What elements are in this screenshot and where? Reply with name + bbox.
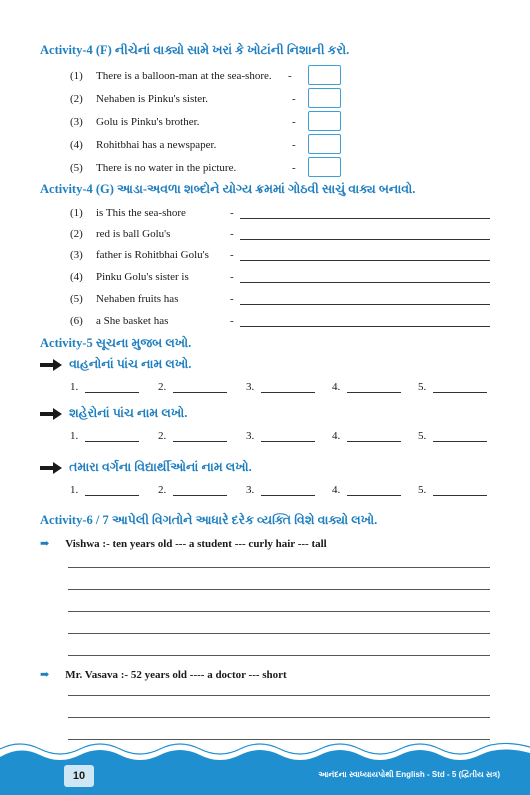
person-details: Vishwa :- ten years old --- a student --- curly hair --- tall: [65, 538, 327, 550]
activity-f-heading: Activity-4 (F) નીચેનાં વાક્યો સામે ખરાં કે ખોટાંની નિશાની કરો.: [40, 43, 350, 57]
answer-line[interactable]: [240, 239, 490, 240]
blank-label: 2.: [158, 381, 167, 393]
answer-box[interactable]: [308, 111, 341, 131]
item-number: (2): [70, 93, 83, 105]
item-text: father is Rohitbhai Golu's: [96, 249, 209, 261]
arrow-right-icon: [40, 408, 62, 420]
activity-6-heading: Activity-6 / 7 આપેલી વિગતોને આધારે દરેક વ્યક્તિ વિશે વાક્યો લખો.: [40, 513, 378, 527]
blank-line[interactable]: [85, 495, 139, 496]
item-text: Pinku Golu's sister is: [96, 271, 189, 283]
blank-label: 2.: [158, 430, 167, 442]
item-text: Nehaben is Pinku's sister.: [96, 93, 208, 105]
blank-label: 5.: [418, 381, 427, 393]
arrow-bullet-icon: ➡: [40, 669, 50, 681]
activity-g-item: [70, 315, 490, 331]
blank-line[interactable]: [433, 441, 487, 442]
answer-line[interactable]: [240, 282, 490, 283]
section-title: વાહનોનાં પાંચ નામ લખો.: [69, 357, 192, 371]
item-number: (4): [70, 139, 83, 151]
blank-line[interactable]: [347, 441, 401, 442]
blank-row: [70, 381, 490, 395]
blank-line[interactable]: [85, 392, 139, 393]
blank-line[interactable]: [261, 392, 315, 393]
blank-label: 4.: [332, 430, 341, 442]
activity-g-item: [70, 271, 490, 287]
answer-box[interactable]: [308, 134, 341, 154]
blank-label: 4.: [332, 484, 341, 496]
activity-g-item: [70, 228, 490, 244]
item-text: There is no water in the picture.: [96, 162, 237, 174]
item-text: is This the sea-shore: [96, 207, 186, 219]
page-number: 10: [64, 765, 94, 787]
answer-box[interactable]: [308, 157, 341, 177]
item-number: (1): [70, 207, 83, 219]
activity-5-section-heading: [40, 406, 187, 421]
arrow-bullet-icon: ➡: [40, 538, 50, 550]
activity-g-heading: Activity-4 (G) આડા-અવળા શબ્દોને યોગ્ય ક્રમમાં ગોઠવી સાચું વાક્ય બનાવો.: [40, 182, 416, 196]
blank-label: 2.: [158, 484, 167, 496]
blank-line[interactable]: [261, 441, 315, 442]
writing-line[interactable]: [68, 589, 490, 590]
item-dash: -: [230, 207, 234, 219]
arrow-right-icon: [40, 359, 62, 371]
activity-5-section-heading: [40, 460, 252, 475]
blank-label: 3.: [246, 484, 255, 496]
activity-5-heading: Activity-5 સૂચના મુજબ લખો.: [40, 336, 192, 350]
blank-label: 3.: [246, 381, 255, 393]
blank-label: 5.: [418, 484, 427, 496]
writing-line[interactable]: [68, 567, 490, 568]
item-number: (5): [70, 293, 83, 305]
blank-line[interactable]: [173, 495, 227, 496]
answer-box[interactable]: [308, 88, 341, 108]
item-number: (5): [70, 162, 83, 174]
blank-line[interactable]: [173, 441, 227, 442]
blank-label: 3.: [246, 430, 255, 442]
writing-line[interactable]: [68, 611, 490, 612]
section-title: શહેરોનાં પાંચ નામ લખો.: [69, 406, 188, 420]
activity-g-item: [70, 249, 490, 265]
writing-line[interactable]: [68, 717, 490, 718]
item-dash: -: [230, 271, 234, 283]
item-number: (1): [70, 70, 83, 82]
answer-line[interactable]: [240, 260, 490, 261]
footer-book-title: આનંદના સ્વાધ્યાયપોથી English - Std - 5 (દ્વિતીય સત્ર): [318, 770, 500, 779]
item-text: Nehaben fruits has: [96, 293, 179, 305]
item-number: (6): [70, 315, 83, 327]
person-prompt-vishwa: [40, 537, 327, 550]
arrow-right-icon: [40, 462, 62, 474]
answer-line[interactable]: [240, 218, 490, 219]
item-dash: -: [230, 228, 234, 240]
blank-line[interactable]: [433, 392, 487, 393]
item-dash: -: [230, 293, 234, 305]
item-dash: -: [292, 162, 296, 174]
item-dash: -: [230, 249, 234, 261]
item-dash: -: [292, 139, 296, 151]
blank-line[interactable]: [433, 495, 487, 496]
blank-line[interactable]: [261, 495, 315, 496]
activity-g-item: [70, 293, 490, 309]
item-dash: -: [292, 93, 296, 105]
person-details: Mr. Vasava :- 52 years old ---- a doctor --- short: [65, 669, 287, 681]
item-dash: -: [292, 116, 296, 128]
blank-label: 5.: [418, 430, 427, 442]
activity-g-item: [70, 207, 490, 223]
item-text: Rohitbhai has a newspaper.: [96, 139, 217, 151]
blank-label: 1.: [70, 381, 79, 393]
item-text: There is a balloon-man at the sea-shore.: [96, 70, 272, 82]
item-text: a She basket has: [96, 315, 169, 327]
person-prompt-vasava: [40, 668, 287, 681]
item-dash: -: [288, 70, 292, 82]
writing-line[interactable]: [68, 655, 490, 656]
writing-line[interactable]: [68, 695, 490, 696]
item-number: (3): [70, 249, 83, 261]
writing-line[interactable]: [68, 633, 490, 634]
blank-line[interactable]: [173, 392, 227, 393]
answer-line[interactable]: [240, 304, 490, 305]
answer-box[interactable]: [308, 65, 341, 85]
blank-label: 1.: [70, 484, 79, 496]
blank-row: [70, 484, 490, 498]
activity-5-section-heading: [40, 357, 191, 372]
blank-line[interactable]: [347, 495, 401, 496]
blank-label: 4.: [332, 381, 341, 393]
blank-line[interactable]: [85, 441, 139, 442]
item-text: red is ball Golu's: [96, 228, 171, 240]
item-number: (3): [70, 116, 83, 128]
item-text: Golu is Pinku's brother.: [96, 116, 200, 128]
item-dash: -: [230, 315, 234, 327]
blank-row: [70, 430, 490, 444]
answer-line[interactable]: [240, 326, 490, 327]
item-number: (4): [70, 271, 83, 283]
blank-label: 1.: [70, 430, 79, 442]
section-title: તમારા વર્ગના વિદ્યાર્થીઓનાં નામ લખો.: [69, 460, 252, 474]
blank-line[interactable]: [347, 392, 401, 393]
item-number: (2): [70, 228, 83, 240]
